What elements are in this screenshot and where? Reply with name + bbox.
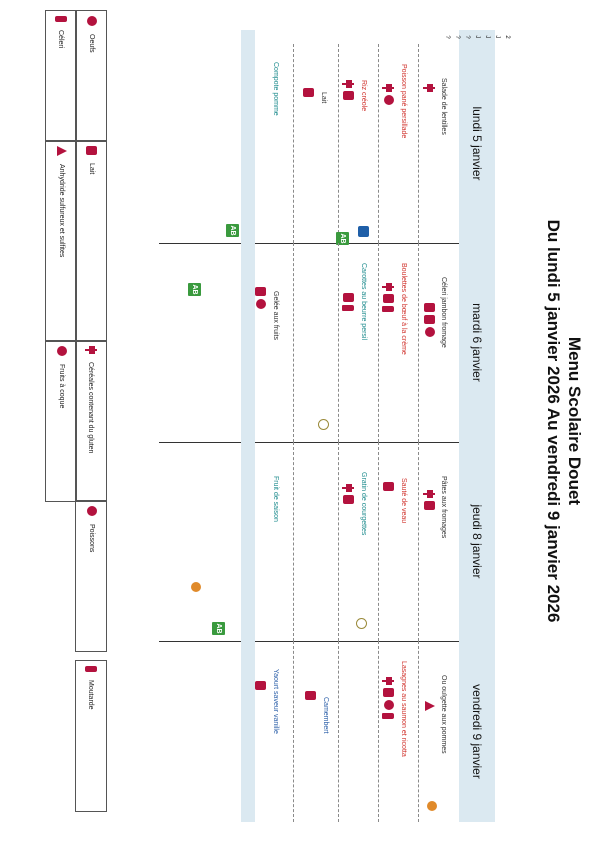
- legend-item-fish: [87, 506, 97, 552]
- milk-icon: [255, 681, 266, 690]
- legend-label: Poissons: [88, 524, 96, 553]
- legend-label: Céleri: [57, 30, 65, 49]
- dish-side: Riz créole: [360, 80, 367, 112]
- dish-cheese: Camembert: [322, 697, 329, 734]
- wheat-icon: [423, 84, 435, 92]
- dish-main: Poisson pané persillade: [400, 64, 407, 139]
- allergen-icons: [255, 681, 266, 690]
- menu-title: Menu Scolaire Douet: [565, 336, 584, 506]
- organic-label-icon: AB: [336, 232, 349, 245]
- allergen-legend: [17, 10, 107, 810]
- title-block: [527, 0, 595, 842]
- row-marker: J: [494, 35, 500, 39]
- dish-dessert: Gelée aux fruits: [272, 291, 279, 341]
- dish-dessert: Compote pomme: [272, 62, 279, 116]
- menu-footer-strip: [241, 30, 255, 822]
- label-badge-icon: [356, 618, 367, 629]
- milk-icon: [305, 691, 316, 700]
- row-divider: [293, 442, 294, 641]
- allergen-icons: [255, 287, 266, 309]
- allergen-icons: [423, 84, 435, 92]
- row-divider: [378, 442, 379, 641]
- milk-icon: [255, 287, 266, 296]
- allergen-icons: [382, 84, 394, 105]
- legend-item-wheat: [85, 346, 97, 453]
- milk-icon: [424, 501, 435, 510]
- legend-label: Lait: [88, 163, 95, 175]
- origin-badge-icon: [358, 226, 369, 237]
- milk-icon: [303, 88, 314, 97]
- wheat-icon: [382, 677, 394, 685]
- allergen-icons: [342, 484, 354, 504]
- allergen-icons: [423, 490, 435, 510]
- fish-icon: [384, 95, 394, 105]
- allergen-icons: [383, 482, 394, 491]
- wheat-icon: [423, 490, 435, 498]
- row-divider: [338, 641, 339, 822]
- organic-label-icon: AB: [212, 622, 225, 635]
- label-badge-icon: [427, 801, 437, 811]
- dish-main: Boulettes de bœuf à la crème: [400, 263, 407, 355]
- row-divider: [293, 44, 294, 243]
- allergen-icons: [382, 677, 394, 719]
- menu-date-range: Du lundi 5 janvier 2026 Au vendredi 9 janvier 2026: [544, 219, 563, 623]
- row-marker: ?: [444, 35, 450, 39]
- legend-item-mustard: [85, 666, 97, 710]
- row-divider: [338, 243, 339, 442]
- row-marker: J: [474, 35, 480, 39]
- egg-icon: [87, 16, 97, 26]
- allergen-icons: [305, 691, 316, 700]
- milk-icon: [86, 146, 97, 155]
- row-divider: [378, 641, 379, 822]
- dish-dairy: Lait: [320, 92, 327, 104]
- legend-item-milk: [86, 146, 97, 174]
- wheat-icon: [342, 80, 354, 88]
- row-marker: ?: [464, 35, 470, 39]
- sulphite-icon: [382, 306, 394, 312]
- legend-label: Moutarde: [87, 680, 95, 710]
- fish-icon: [87, 506, 97, 516]
- dish-starter: Salade de lentilles: [440, 78, 447, 135]
- legend-item-nut: [57, 346, 67, 408]
- day-column-friday: [159, 641, 459, 822]
- row-marker: J: [484, 35, 490, 39]
- legend-label: Céréales contenant du gluten: [87, 362, 95, 454]
- row-divider: [293, 641, 294, 822]
- row-marker: 2: [504, 35, 510, 39]
- row-divider: [378, 243, 379, 442]
- legend-item-sulphite: [57, 146, 67, 257]
- weekly-menu-table: [115, 30, 510, 822]
- row-divider: [418, 44, 419, 243]
- allergen-icons: [342, 293, 354, 311]
- row-marker-column: [444, 30, 510, 45]
- legend-label: Fruits à coque: [58, 364, 66, 409]
- dish-main: Sauté de veau: [400, 478, 407, 524]
- celery-icon: [424, 303, 435, 312]
- row-divider: [338, 442, 339, 641]
- dish-side: Gratin de courgettes: [360, 472, 367, 536]
- allergen-icons: [382, 283, 394, 312]
- day-header-friday: vendredi 9 janvier: [459, 641, 495, 822]
- wheat-icon: [85, 346, 97, 354]
- day-header-monday: lundi 5 janvier: [459, 44, 495, 244]
- fish-icon: [382, 713, 394, 719]
- allergen-icons: [303, 88, 314, 97]
- allergen-icons: [425, 701, 435, 711]
- wheat-icon: [382, 283, 394, 291]
- wheat-icon: [382, 84, 394, 92]
- legend-label: Anhydride sulfureux et sulfites: [58, 164, 66, 258]
- row-divider: [293, 243, 294, 442]
- egg-icon: [425, 327, 435, 337]
- dish-main: Lasagnes au saumon et ricotta: [400, 661, 407, 757]
- row-divider: [418, 641, 419, 822]
- wheat-icon: [342, 484, 354, 492]
- label-badge-icon: [318, 419, 329, 430]
- milk-icon: [383, 482, 394, 491]
- milk-icon: [343, 495, 354, 504]
- egg-icon: [384, 700, 394, 710]
- row-divider: [418, 442, 419, 641]
- day-header-tuesday: mardi 6 janvier: [459, 243, 495, 443]
- milk-icon: [383, 294, 394, 303]
- row-divider: [378, 44, 379, 243]
- milk-icon: [343, 91, 354, 100]
- dish-side: Carottes au beurre persil: [360, 263, 367, 341]
- milk-icon: [343, 293, 354, 302]
- nut-icon: [57, 346, 67, 356]
- sulphite-icon: [57, 146, 67, 156]
- mustard-icon: [85, 666, 97, 672]
- sulphite-icon: [425, 701, 435, 711]
- egg-icon: [256, 299, 266, 309]
- celery-icon: [55, 16, 67, 22]
- organic-label-icon: AB: [226, 224, 239, 237]
- dish-starter: Céleri jambon fromage: [440, 277, 447, 348]
- organic-label-icon: AB: [188, 283, 201, 296]
- milk-icon: [383, 688, 394, 697]
- legend-item-celery: [55, 16, 67, 48]
- legend-item-egg: [87, 16, 97, 53]
- dish-starter: Ou ouïgette aux pommes: [440, 675, 447, 754]
- celery-icon: [342, 305, 354, 311]
- dish-dessert: Fruit de saison: [272, 476, 279, 522]
- label-badge-icon: [191, 582, 201, 592]
- allergen-icons: [424, 303, 435, 337]
- dish-starter: Pâtes aux fromages: [440, 476, 447, 539]
- allergen-icons: [342, 80, 354, 100]
- day-column-monday: [159, 44, 459, 244]
- day-header-thursday: jeudi 8 janvier: [459, 442, 495, 642]
- dish-dessert: Yaourt saveur vanille: [272, 669, 279, 734]
- milk-icon: [424, 315, 435, 324]
- day-column-thursday: [159, 442, 459, 642]
- day-column-tuesday: [159, 243, 459, 443]
- row-divider: [338, 44, 339, 243]
- row-divider: [418, 243, 419, 442]
- row-marker: ?: [454, 35, 460, 39]
- legend-label: Oeufs: [88, 34, 96, 53]
